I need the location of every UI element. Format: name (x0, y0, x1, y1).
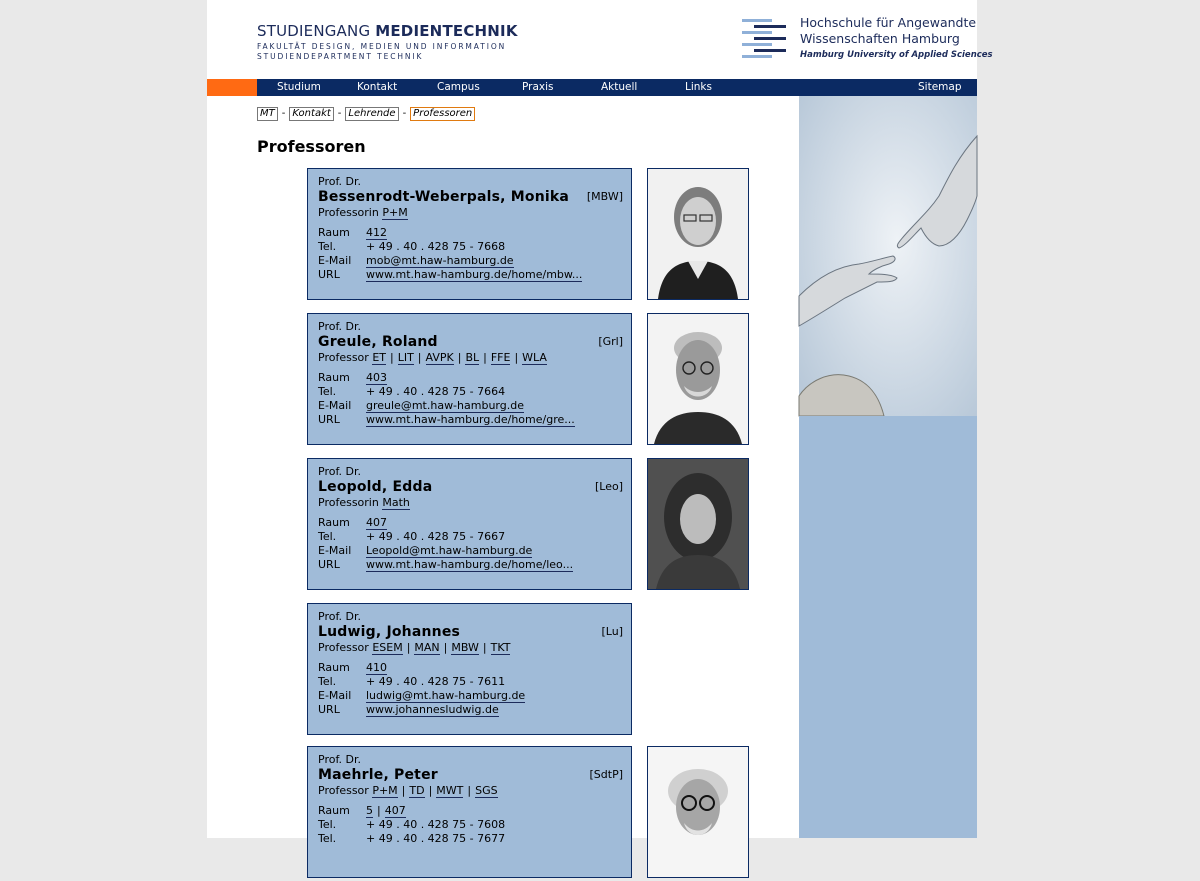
nav-links[interactable]: Links (685, 81, 712, 93)
haw-logo-icon[interactable] (742, 19, 786, 59)
url-link[interactable]: www.mt.haw-hamburg.de/home/leo... (366, 558, 574, 571)
portrait-icon (648, 747, 748, 877)
professor-role: Professor (318, 641, 369, 654)
professor-name: Ludwig, Johannes (318, 624, 461, 640)
professor-card: Prof. Dr. Maehrle, Peter [SdtP] Professor P+M | TD | MWT | SGS Raum 5 | 407 Tel. + 49 . 40 . 428 75 - 7608 Tel. + 49 . 40 . 428 75 - 7677 (307, 746, 632, 878)
room-label: Raum (318, 371, 350, 384)
professor-abbr: [MBW] (586, 190, 623, 203)
subject-link[interactable]: P+M (382, 206, 408, 219)
professor-photo (647, 168, 749, 300)
nav-studium[interactable]: Studium (277, 81, 321, 93)
program-logo[interactable] (257, 22, 518, 61)
room-label: Raum (318, 661, 350, 674)
tel-value: + 49 . 40 . 428 75 - 7667 (366, 530, 506, 543)
url-label: URL (318, 268, 340, 281)
subject-link[interactable]: LIT (397, 351, 414, 364)
breadcrumb-kontakt[interactable]: Kontakt (289, 107, 333, 121)
subject-link[interactable]: BL (465, 351, 480, 364)
nav-kontakt[interactable]: Kontakt (357, 81, 398, 93)
professor-title: Prof. Dr. (318, 610, 361, 623)
tel-label: Tel. (318, 530, 337, 543)
subject-link[interactable]: MWT (436, 784, 464, 797)
subject-link[interactable]: MBW (451, 641, 479, 654)
professor-subjects (318, 496, 410, 509)
university-name[interactable] (800, 15, 993, 60)
room-link[interactable]: 403 (366, 371, 387, 384)
portrait-icon (648, 314, 748, 444)
professor-name: Greule, Roland (318, 334, 438, 350)
email-link[interactable]: greule@mt.haw-hamburg.de (366, 399, 524, 412)
brand-faculty: FAKULTÄT DESIGN, MEDIEN UND INFORMATION (257, 42, 507, 51)
professor-title: Prof. Dr. (318, 175, 361, 188)
professor-subjects: Professor P+M | TD | MWT | SGS (318, 784, 498, 797)
room-link[interactable]: 410 (366, 661, 387, 674)
email-link[interactable]: mob@mt.haw-hamburg.de (366, 254, 514, 267)
portrait-icon (648, 169, 748, 299)
url-label: URL (318, 413, 340, 426)
professor-name: Maehrle, Peter (318, 767, 438, 783)
professor-name: Leopold, Edda (318, 479, 433, 495)
page-title: Professoren (257, 137, 366, 156)
professor-abbr: [Lu] (601, 625, 623, 638)
creation-hands-image (799, 96, 977, 416)
room-link[interactable]: 412 (366, 226, 387, 239)
side-panel (799, 416, 977, 838)
email-label: E-Mail (318, 544, 352, 557)
professor-subjects: Professor ESEM | MAN | MBW | TKT (318, 641, 511, 654)
breadcrumb (257, 107, 475, 121)
brand-department: STUDIENDEPARTMENT TECHNIK (257, 52, 424, 61)
nav-praxis[interactable]: Praxis (522, 81, 554, 93)
subject-link[interactable]: TD (409, 784, 425, 797)
brand-prefix: STUDIENGANG (257, 22, 371, 40)
professor-role: Professor (318, 351, 369, 364)
professor-abbr: [SdtP] (589, 768, 623, 781)
brand-main: MEDIENTECHNIK (375, 22, 518, 40)
subject-link[interactable]: ET (372, 351, 386, 364)
professor-role: Professorin (318, 496, 379, 509)
tel-label: Tel. (318, 818, 337, 831)
subject-link[interactable]: P+M (372, 784, 398, 797)
professor-photo (647, 458, 749, 590)
subject-link[interactable]: MAN (414, 641, 440, 654)
email-link[interactable]: ludwig@mt.haw-hamburg.de (366, 689, 526, 702)
room-label: Raum (318, 226, 350, 239)
email-link[interactable]: Leopold@mt.haw-hamburg.de (366, 544, 533, 557)
breadcrumb-separator: - (281, 108, 286, 119)
subject-link[interactable]: TKT (490, 641, 511, 654)
email-label: E-Mail (318, 254, 352, 267)
tel-value: + 49 . 40 . 428 75 - 7611 (366, 675, 506, 688)
uni-line-1: Hochschule für Angewandte (800, 15, 977, 30)
room-link[interactable]: 407 (384, 804, 406, 817)
url-label: URL (318, 558, 340, 571)
subject-link[interactable]: ESEM (372, 641, 403, 654)
tel-value: + 49 . 40 . 428 75 - 7664 (366, 385, 506, 398)
professor-card (307, 603, 632, 735)
email-label: E-Mail (318, 399, 352, 412)
subject-link[interactable]: Math (382, 496, 410, 509)
subject-link[interactable]: WLA (522, 351, 547, 364)
professor-title: Prof. Dr. (318, 465, 361, 478)
room-label: Raum (318, 804, 350, 817)
professor-card (307, 313, 632, 445)
professor-role: Professor (318, 784, 369, 797)
breadcrumb-mt[interactable]: MT (257, 107, 278, 121)
tel-label: Tel. (318, 832, 337, 845)
uni-line-2: Wissenschaften Hamburg (800, 31, 960, 46)
professor-abbr: [Grl] (598, 335, 623, 348)
breadcrumb-separator: - (402, 108, 407, 119)
tel-label: Tel. (318, 385, 337, 398)
page (207, 0, 993, 845)
email-label: E-Mail (318, 689, 352, 702)
nav-aktuell[interactable]: Aktuell (601, 81, 638, 93)
url-link[interactable]: www.johannesludwig.de (366, 703, 499, 716)
tel-value: + 49 . 40 . 428 75 - 7608 (366, 818, 506, 831)
url-label: URL (318, 703, 340, 716)
url-link[interactable]: www.mt.haw-hamburg.de/home/mbw... (366, 268, 583, 281)
subject-link[interactable]: FFE (490, 351, 511, 364)
professor-photo (647, 746, 749, 878)
tel-label: Tel. (318, 675, 337, 688)
room-link[interactable]: 407 (366, 516, 387, 529)
professor-card (307, 458, 632, 590)
professor-subjects: Professor ET | LIT | AVPK | BL | FFE | WLA (318, 351, 547, 364)
professor-card (307, 168, 632, 300)
breadcrumb-lehrende[interactable]: Lehrende (345, 107, 398, 121)
room-link[interactable]: 5 (366, 804, 373, 817)
breadcrumb-separator: - (337, 108, 342, 119)
tel-label: Tel. (318, 240, 337, 253)
room-label: Raum (318, 516, 350, 529)
nav-accent-bar (207, 79, 257, 96)
professor-title: Prof. Dr. (318, 753, 361, 766)
professor-name: Bessenrodt-Weberpals, Monika (318, 189, 570, 205)
portrait-icon (648, 459, 748, 589)
nav-sitemap[interactable]: Sitemap (918, 81, 962, 93)
professor-role: Professorin (318, 206, 379, 219)
url-link[interactable]: www.mt.haw-hamburg.de/home/gre... (366, 413, 575, 426)
professor-title: Prof. Dr. (318, 320, 361, 333)
nav-campus[interactable]: Campus (437, 81, 480, 93)
hands-illustration (799, 96, 977, 416)
breadcrumb-professoren[interactable]: Professoren (410, 107, 475, 121)
tel-value: + 49 . 40 . 428 75 - 7668 (366, 240, 506, 253)
professor-abbr: [Leo] (594, 480, 623, 493)
subject-link[interactable]: SGS (475, 784, 498, 797)
subject-link[interactable]: AVPK (425, 351, 454, 364)
main-nav (207, 79, 977, 96)
professor-subjects (318, 206, 408, 219)
uni-line-3: Hamburg University of Applied Sciences (800, 50, 993, 60)
tel-value-2: + 49 . 40 . 428 75 - 7677 (366, 832, 506, 845)
professor-photo (647, 313, 749, 445)
